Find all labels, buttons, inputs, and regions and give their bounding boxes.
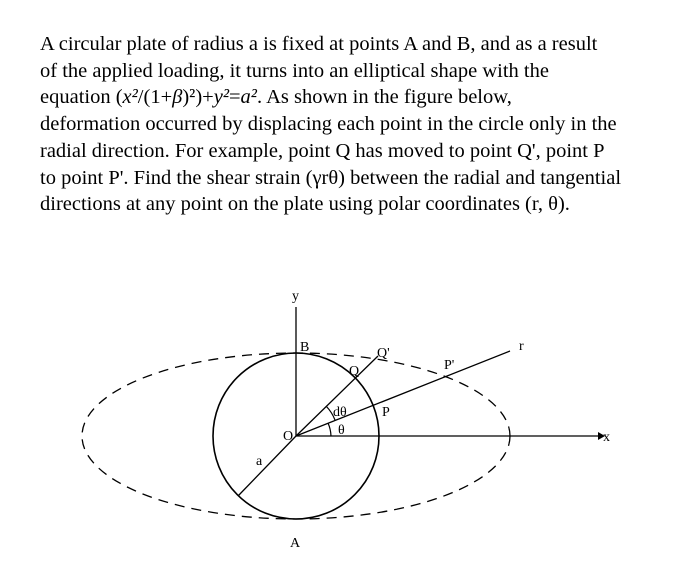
eq-mid: /(1+ — [137, 86, 173, 109]
point-P-prime-label: P' — [444, 358, 455, 373]
point-B-label: B — [300, 340, 310, 355]
q-ray — [296, 356, 378, 436]
radius-line — [238, 436, 296, 496]
theta-label: θ — [338, 423, 345, 438]
point-P-label: P — [382, 405, 390, 420]
d-theta-label: dθ — [333, 405, 347, 420]
radius-label: a — [256, 454, 263, 469]
x-axis-label: x — [603, 430, 610, 445]
eq-close: )²)+ — [182, 86, 214, 109]
eq-a2: a² — [240, 86, 257, 109]
point-A-label: A — [290, 536, 301, 551]
r-axis-label: r — [519, 339, 524, 354]
line-3-suffix: . As shown in the figure below, — [256, 86, 512, 109]
y-axis-label: y — [292, 289, 299, 304]
eq-open: ( — [115, 86, 123, 109]
problem-line-7: directions at any point on the plate using polar coordinates (r, θ). — [40, 193, 570, 216]
origin-label: O — [283, 429, 294, 444]
line-3-prefix: equation — [40, 86, 116, 109]
eq-equals: = — [228, 86, 241, 109]
eq-x2: x² — [122, 86, 138, 109]
problem-line-1: A circular plate of radius a is fixed at points A and B, and as a result — [40, 33, 598, 55]
eq-y2: y² — [213, 86, 229, 109]
point-Q-prime-label: Q' — [377, 346, 390, 361]
problem-line-4: deformation occurred by displacing each point in the circle only in the — [40, 113, 617, 136]
problem-line-6: to point P'. Find the shear strain (γrθ) between the radial and tangential — [40, 166, 622, 189]
problem-line-5: radial direction. For example, point Q has moved to point Q', point P — [40, 139, 605, 162]
eq-beta: β — [172, 86, 183, 109]
theta-arc — [328, 423, 331, 436]
point-Q-label: Q — [349, 364, 360, 379]
problem-line-2: of the applied loading, it turns into an elliptical shape with the — [40, 59, 549, 82]
